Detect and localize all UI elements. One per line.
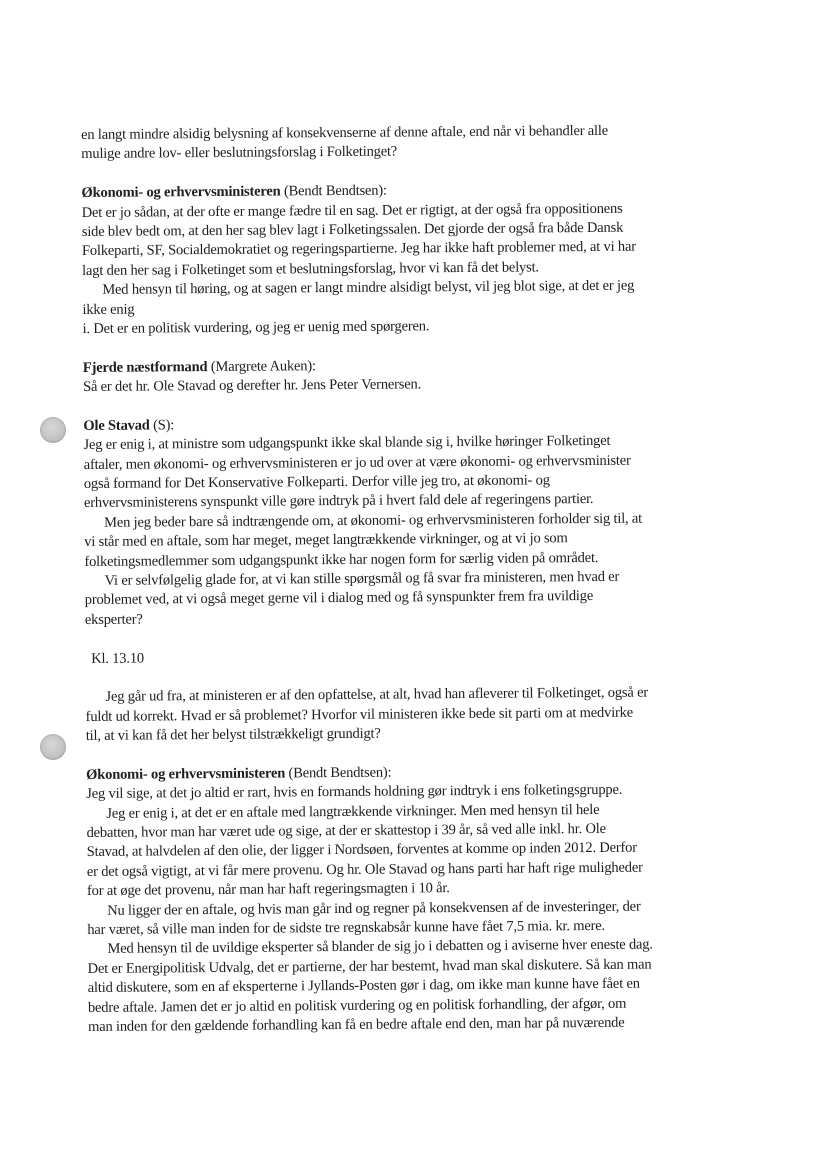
- text-line: Jeg er enig i, at ministre som udgangspunkt ikke skal blande sig i, hvilke høringer Folketinget: [83, 433, 611, 454]
- text-line: man inden for den gældende forhandling kan få en bedre aftale end den, man har på nuværende: [88, 1014, 625, 1035]
- document-body: [81, 121, 778, 1038]
- text-line: erhvervsministerens synspunkt ville gøre indtryk på i hvert fald dele af regeringens partier.: [83, 491, 594, 512]
- text-line: folketingsmedlemmer som udgangspunkt ikke har nogen form for særlig viden på området.: [84, 549, 599, 570]
- text-line: bedre aftale. Jamen det er jo altid en politisk vurdering og en politisk forhandling, der afgør, om: [87, 995, 627, 1016]
- text-line: Jeg vil sige, at det jo altid er rart, hvis en formands holdning gør indtryk i ens folketingsgruppe.: [86, 782, 623, 803]
- text-line: Men jeg beder bare så indtrængende om, at økonomi- og erhvervsministeren forholder sig til, at: [104, 510, 643, 531]
- text-line: Så er det hr. Ole Stavad og derefter hr. Jens Peter Vernersen.: [82, 376, 422, 396]
- text-line: Det er Energipolitisk Udvalg, det er partierne, der har bestemt, hvad man skal diskutere. Så kan man: [87, 956, 652, 977]
- text-line: i. Det er en politisk vurdering, og jeg er uenig med spørgeren.: [82, 318, 430, 337]
- speaker-role: (Bendt Bendtsen):: [283, 182, 387, 200]
- punch-hole-bottom: [40, 734, 66, 760]
- text-line: Vi er selvfølgelig glade for, at vi kan stille spørgsmål og få svar fra ministeren, men hvad er: [104, 568, 620, 589]
- text-line: fuldt ud korrekt. Hvad er så problemet? Hvorfor vil ministeren ikke bede sit parti om at medvirke: [85, 704, 634, 725]
- text-line: lagt den her sag i Folketinget som et beslutningsforslag, hvor vi kan få det belyst.: [82, 259, 539, 279]
- text-line: til, at vi kan få det her belyst tilstrækkeligt grundigt?: [85, 725, 381, 745]
- text-line: eksperter?: [84, 611, 143, 628]
- text-line: for at øge det provenu, når man har haft regeringsmagten i 10 år.: [86, 880, 450, 900]
- text-line: Jeg er enig i, at det er en aftale med langtrækkende virkninger. Men med hensyn til hele: [106, 801, 600, 822]
- timestamp: Kl. 13.10: [91, 650, 145, 667]
- text-line: Folkeparti, SF, Socialdemokratiet og regeringspartierne. Jeg har ikke haft problemer med, at vi har: [81, 238, 636, 260]
- text-line: Med hensyn til de uvildige eksperter så blander de sig jo i debatten og i aviserne hver eneste dag.: [107, 936, 653, 958]
- text-line: ikke enig: [82, 301, 135, 318]
- text-line: har været, så ville man inden for de sidste tre regnskabsår kunne have fået 7,5 mia. kr. mere.: [87, 917, 606, 938]
- speaker-name: Fjerde næstformand: [82, 358, 208, 376]
- text-line: Nu ligger der en aftale, og hvis man går ind og regner på konsekvensen af de investeringer, der: [107, 898, 641, 919]
- text-line: debatten, hvor man har været ude og sige, at der er skattestop i 39 år, så ved alle inkl. hr. Ole: [86, 820, 606, 842]
- text-line: mulige andre lov- eller beslutningsforslag i Folketinget?: [81, 143, 398, 163]
- text-line: Med hensyn til høring, og at sagen er langt mindre alsidigt belyst, vil jeg blot sige, at det er jeg: [102, 277, 635, 298]
- text-line: også formand for Det Konservative Folkeparti. Derfor ville jeg tro, at økonomi- og: [83, 472, 550, 493]
- text-line: problemet ved, at vi også meget gerne vil i dialog med og få synspunkter frem fra uvildige: [84, 588, 594, 609]
- text-line: en langt mindre alsidig belysning af konsekvenserne af denne aftale, end når vi behandler alle: [81, 122, 609, 143]
- speaker-name: Ole Stavad: [83, 417, 150, 434]
- speaker-name: Økonomi- og erhvervsministeren: [81, 183, 281, 202]
- text-line: Det er jo sådan, at der ofte er mange fædre til en sag. Det er rigtigt, at der også fra oppositionens: [81, 200, 623, 221]
- speaker-role: (S):: [153, 417, 175, 434]
- speaker-name: Økonomi- og erhvervsministeren: [86, 765, 286, 783]
- text-line: altid diskutere, som en af eksperterne i Jyllands-Posten gør i dag, om ikke man kunne have fået en: [87, 975, 640, 997]
- text-line: vi står med en aftale, som har meget, meget langtrækkende virkninger, og at vi jo som: [84, 530, 568, 551]
- text-line: Stavad, at halvdelen af den olie, der ligger i Nordsøen, forventes at komme op inden 2012. Derfor: [86, 840, 637, 861]
- text-line: aftaler, men økonomi- og erhvervsministeren er jo ud over at være økonomi- og erhvervsminister: [83, 452, 631, 473]
- punch-hole-top: [40, 417, 66, 443]
- text-line: side blev bedt om, at den her sag blev lagt i Folketingssalen. Det gjorde der også fra både Dansk: [81, 219, 624, 240]
- text-line: Jeg går ud fra, at ministeren er af den opfattelse, at alt, hvad han afleverer til Folketinget, også er: [105, 684, 649, 706]
- text-line: er det også vigtigt, at vi får mere provenu. Og hr. Ole Stavad og hans parti har haft rige muligheder: [86, 859, 643, 880]
- speaker-role: (Margrete Auken):: [210, 357, 316, 375]
- speaker-role: (Bendt Bendtsen):: [288, 764, 392, 782]
